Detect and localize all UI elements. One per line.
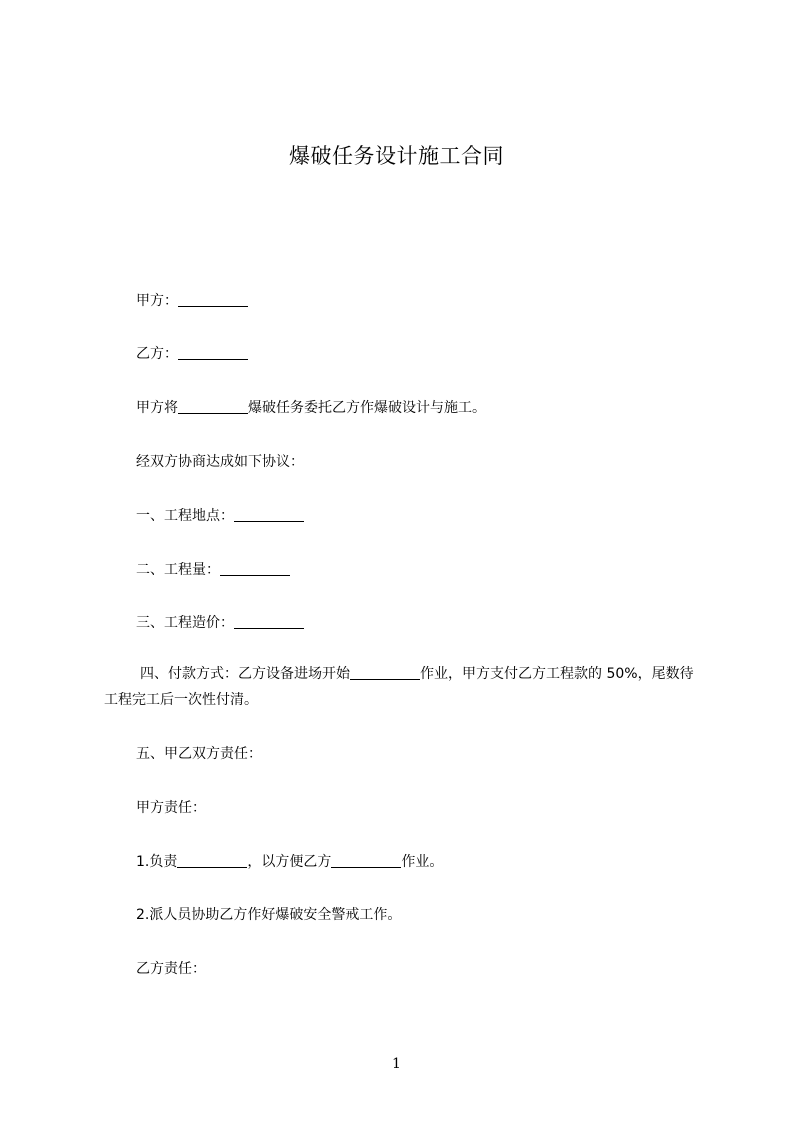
item-4-paragraph <box>104 661 696 713</box>
item-2-label: 二、工程量： <box>136 562 220 578</box>
party-b-blank <box>178 345 248 360</box>
page-number: 1 <box>392 1056 401 1072</box>
party-b-line <box>104 341 704 367</box>
party-a-responsibility-1 <box>104 849 704 875</box>
resp-1-suffix: 作业。 <box>401 854 444 870</box>
item-5-line: 五、甲乙双方责任： <box>136 746 262 762</box>
intro-after: 爆破任务委托乙方作爆破设计与施工。 <box>248 400 486 416</box>
party-b-label: 乙方： <box>136 346 178 362</box>
item-1-line <box>104 503 704 529</box>
party-a-responsibilities-heading: 甲方责任： <box>136 800 206 816</box>
resp-1-blank-2 <box>331 853 401 868</box>
party-a-line <box>104 288 704 314</box>
item-2-blank <box>220 561 290 576</box>
item-4-blank <box>350 665 420 680</box>
intro-blank <box>178 399 248 414</box>
resp-1-blank-1 <box>177 853 247 868</box>
resp-1-prefix: 1.负责 <box>136 854 178 870</box>
item-1-label: 一、工程地点： <box>136 508 234 524</box>
item-4-after: 作业，甲方支付乙方工程款的 50%，尾数待工程完工后一次性付清。 <box>104 666 694 708</box>
intro-before: 甲方将 <box>136 400 178 416</box>
item-3-label: 三、工程造价： <box>136 615 234 631</box>
item-4-before: 四、付款方式：乙方设备进场开始 <box>140 666 350 682</box>
page-title: 爆破任务设计施工合同 <box>289 144 504 168</box>
resp-1-middle: ，以方便乙方 <box>247 854 332 870</box>
item-3-line <box>104 610 704 636</box>
party-b-responsibilities-heading: 乙方责任： <box>136 961 206 977</box>
party-a-blank <box>178 292 248 307</box>
agreement-line: 经双方协商达成如下协议： <box>136 454 304 470</box>
party-a-responsibility-2: 2.派人员协助乙方作好爆破安全警戒工作。 <box>136 907 402 923</box>
item-3-blank <box>234 614 304 629</box>
party-a-label: 甲方： <box>136 293 178 309</box>
item-1-blank <box>234 507 304 522</box>
item-2-line <box>104 557 704 583</box>
intro-line <box>104 395 704 421</box>
